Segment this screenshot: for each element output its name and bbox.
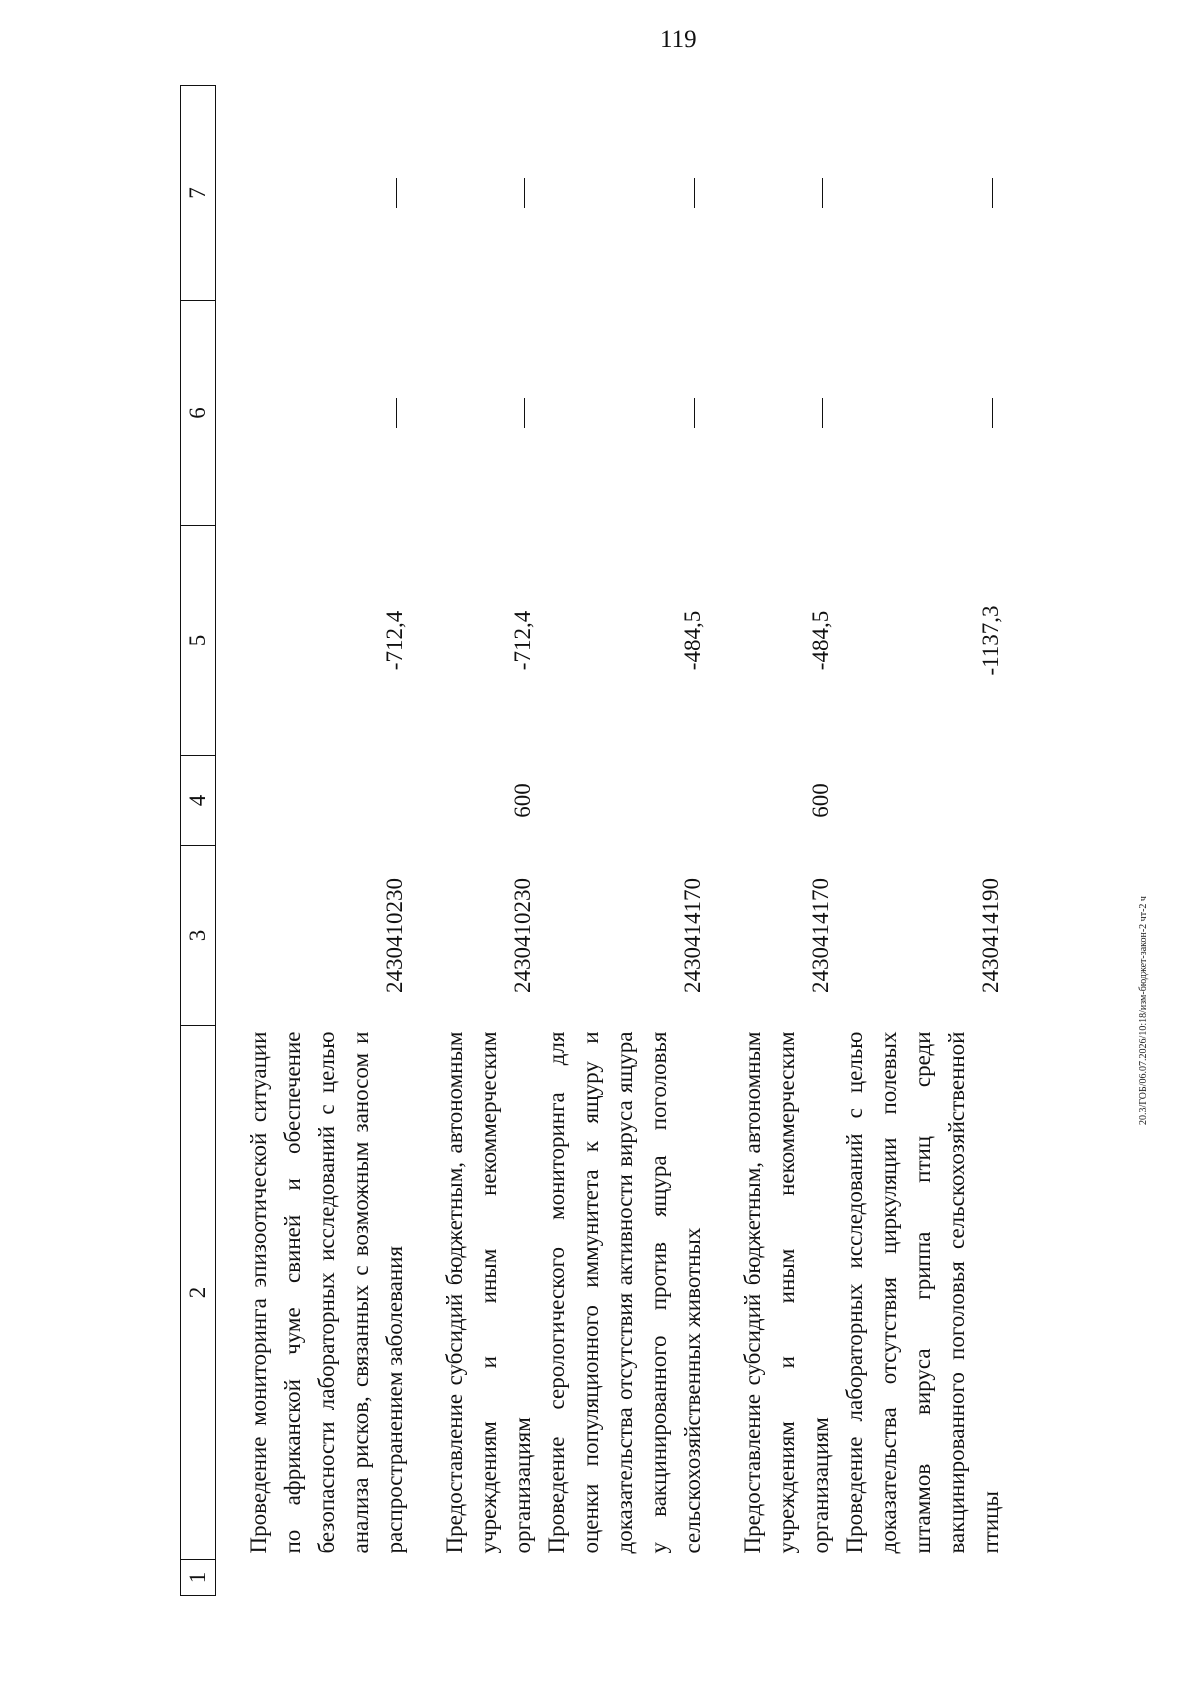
cell-col1 (838, 1560, 1008, 1596)
cell-col7 (216, 86, 412, 301)
cell-amount: -484,5 (807, 610, 833, 671)
dash-mark (396, 178, 397, 208)
cell-expense-type (216, 756, 412, 846)
dash-mark (694, 398, 695, 428)
cell-col1 (216, 1560, 412, 1596)
cell-amount: -712,4 (381, 610, 407, 671)
cell-col6 (412, 301, 540, 526)
dash-mark (524, 398, 525, 428)
cell-description: Предоставление субсидий бюджетным, автономным учреждениям и иным некоммерческим организациям (441, 1031, 535, 1554)
cell-col7 (710, 86, 838, 301)
cell-col1 (540, 1560, 710, 1596)
budget-table (180, 85, 1008, 1596)
cell-col6 (838, 301, 1008, 526)
dash-mark (992, 398, 993, 428)
cell-amount: -1137,3 (977, 605, 1003, 676)
cell-target-code: 2430414170 (679, 878, 705, 993)
dash-mark (694, 178, 695, 208)
cell-col7 (540, 86, 710, 301)
cell-description: Предоставление субсидий бюджетным, автономным учреждениям и иным некоммерческим организациям (739, 1031, 833, 1554)
cell-col6 (710, 301, 838, 526)
cell-amount: -484,5 (679, 610, 705, 671)
table-row (412, 86, 540, 1596)
table-row (710, 86, 838, 1596)
header-col-5: 5 (181, 526, 216, 756)
cell-col6 (540, 301, 710, 526)
header-col-3: 3 (181, 846, 216, 1026)
header-col-2: 2 (181, 1026, 216, 1560)
cell-col6 (216, 301, 412, 526)
header-col-7: 7 (181, 86, 216, 301)
dash-mark (992, 178, 993, 208)
header-col-6: 6 (181, 301, 216, 526)
header-col-4: 4 (181, 756, 216, 846)
cell-description: Проведение мониторинга эпизоотической ситуации по африканской чуме свиней и обеспечение безопасности лабораторных исследований с целью анализа рисков, связанных с возможным заносом и распространением заболевания (245, 1031, 407, 1554)
dash-mark (822, 178, 823, 208)
header-col-1: 1 (181, 1560, 216, 1596)
cell-target-code: 2430410230 (381, 878, 407, 993)
cell-target-code: 2430410230 (509, 878, 535, 993)
document-code: 20.3/ГОБ/06.07.2026/10:18/изм-бюджет-закон-2 чт-2 ч (1138, 896, 1149, 1125)
table-row (216, 86, 412, 1596)
cell-col1 (412, 1560, 540, 1596)
cell-expense-type: 600 (807, 783, 833, 818)
table-row (540, 86, 710, 1596)
cell-col7 (412, 86, 540, 301)
cell-expense-type (540, 756, 710, 846)
dash-mark (822, 398, 823, 428)
page-number: 119 (660, 26, 697, 53)
cell-description: Проведение серологического мониторинга для оценки популяционного иммунитета к ящуру и доказательства отсутствия активности вируса ящура у вакцинированного против ящура поголовья сельскохозяйственных животных (543, 1031, 705, 1554)
table-header-row (181, 86, 216, 1596)
budget-table-rotated (180, 86, 1003, 1596)
cell-target-code: 2430414190 (977, 878, 1003, 993)
cell-col7 (838, 86, 1008, 301)
dash-mark (524, 178, 525, 208)
table-row (838, 86, 1008, 1596)
cell-expense-type: 600 (509, 783, 535, 818)
cell-target-code: 2430414170 (807, 878, 833, 993)
dash-mark (396, 398, 397, 428)
cell-col1 (710, 1560, 838, 1596)
cell-amount: -712,4 (509, 610, 535, 671)
cell-expense-type (838, 756, 1008, 846)
cell-description: Проведение лабораторных исследований с целью доказательства отсутствия циркуляции полевых штаммов вируса гриппа птиц среди вакцинированного поголовья сельскохозяйственной птицы (841, 1031, 1003, 1554)
